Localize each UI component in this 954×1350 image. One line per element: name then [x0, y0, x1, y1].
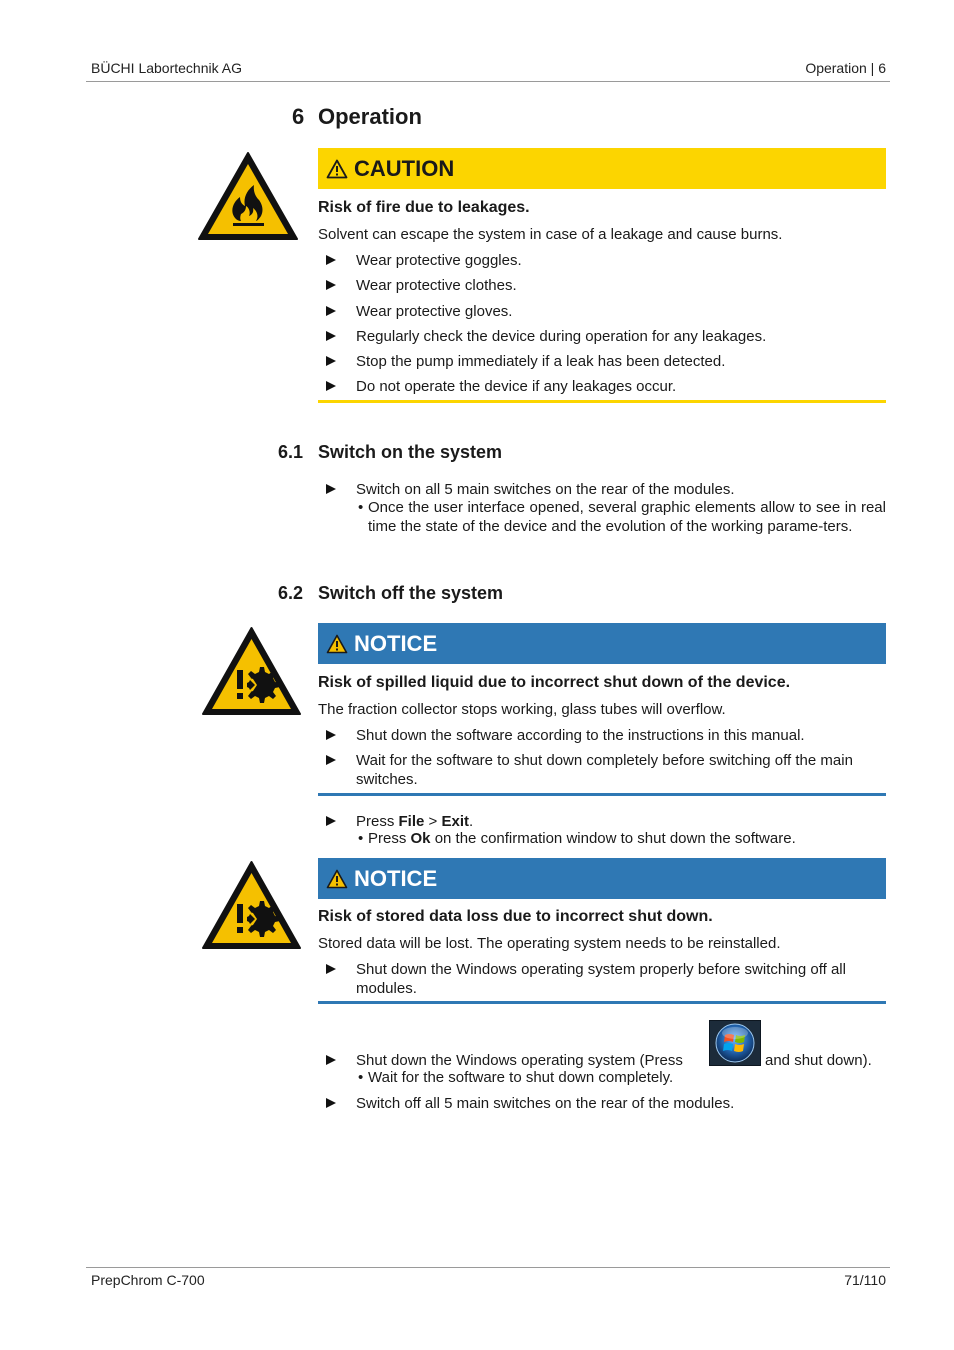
- notice-bottom-rule: [318, 793, 886, 796]
- list-item: Shut down the software according to the instructions in this manual.: [326, 726, 888, 745]
- chapter-title: Operation: [318, 104, 422, 129]
- play-arrow-icon: [326, 484, 336, 494]
- notice-label: NOTICE: [354, 630, 438, 656]
- caution-text: Solvent can escape the system in case of a leakage and cause burns.: [318, 226, 783, 243]
- menu-exit: Exit: [441, 813, 469, 830]
- step-subnote: • Wait for the software to shut down completely.: [358, 1069, 674, 1086]
- section-heading-6-1: 6.1 Switch on the system: [278, 442, 503, 462]
- play-arrow-icon: [326, 381, 336, 391]
- play-arrow-icon: [326, 356, 336, 366]
- caution-title: Risk of fire due to leakages.: [318, 199, 530, 216]
- caution-bottom-rule: [318, 400, 886, 403]
- notice-bottom-rule: [318, 1001, 886, 1004]
- flammable-warning-icon: [196, 150, 300, 242]
- step-item: Shut down the Windows operating system (Press: [326, 1051, 888, 1070]
- play-arrow-icon: [326, 306, 336, 316]
- windows-start-icon: [709, 1020, 761, 1066]
- play-arrow-icon: [326, 255, 336, 265]
- warning-triangle-icon: [326, 159, 348, 179]
- notice-label: NOTICE: [354, 865, 438, 891]
- list-item: Do not operate the device if any leakages occur.: [326, 377, 888, 396]
- play-arrow-icon: [326, 1098, 336, 1108]
- play-arrow-icon: [326, 280, 336, 290]
- warning-triangle-icon: [326, 634, 348, 654]
- footer-rule: [86, 1267, 890, 1268]
- property-damage-warning-icon: [200, 859, 303, 951]
- play-arrow-icon: [326, 964, 336, 974]
- notice-banner: [318, 858, 886, 899]
- button-ok: Ok: [410, 830, 431, 847]
- caution-banner: [318, 148, 886, 189]
- list-item: Shut down the Windows operating system properly before switching off all modules.: [326, 960, 888, 998]
- play-arrow-icon: [326, 755, 336, 765]
- footer-product: PrepChrom C-700: [91, 1272, 205, 1288]
- step-item: Switch off all 5 main switches on the rear of the modules.: [326, 1094, 888, 1113]
- chapter-heading: [292, 104, 422, 130]
- list-item: Wear protective goggles.: [326, 251, 888, 270]
- section-heading-6-2: 6.2 Switch off the system: [278, 583, 504, 603]
- step-item: Switch on all 5 main switches on the rear of the modules.: [326, 480, 888, 499]
- chapter-number: 6: [292, 104, 305, 129]
- step-subnote: • Once the user interface opened, several graphic elements allow to see in real time the state of the device and the evolution of the working parame-ters.: [358, 499, 886, 535]
- step-item-continuation: and shut down).: [765, 1052, 872, 1069]
- play-arrow-icon: [326, 331, 336, 341]
- list-item: Wear protective clothes.: [326, 276, 888, 295]
- play-arrow-icon: [326, 816, 336, 826]
- play-arrow-icon: [326, 1055, 336, 1065]
- header-chapter: Operation | 6: [805, 60, 886, 76]
- list-item: Wait for the software to shut down completely before switching off the main switches.: [326, 751, 888, 789]
- list-item: Stop the pump immediately if a leak has been detected.: [326, 352, 888, 371]
- step-subnote: • Press Ok on the confirmation window to shut down the software.: [358, 830, 796, 847]
- list-item: Wear protective gloves.: [326, 302, 888, 321]
- menu-file: File: [398, 813, 425, 830]
- notice-title: Risk of spilled liquid due to incorrect shut down of the device.: [318, 674, 791, 691]
- play-arrow-icon: [326, 730, 336, 740]
- notice-title: Risk of stored data loss due to incorrect shut down.: [318, 908, 713, 925]
- caution-label: CAUTION: [354, 155, 455, 181]
- notice-banner: [318, 623, 886, 664]
- header-company: BÜCHI Labortechnik AG: [91, 60, 242, 76]
- footer-page-number: 71/110: [844, 1272, 886, 1288]
- property-damage-warning-icon: [200, 625, 303, 717]
- notice-text: Stored data will be lost. The operating system needs to be reinstalled.: [318, 935, 781, 952]
- warning-triangle-icon: [326, 869, 348, 889]
- notice-text: The fraction collector stops working, glass tubes will overflow.: [318, 701, 726, 718]
- list-item: Regularly check the device during operation for any leakages.: [326, 327, 888, 346]
- step-item: Press File > Exit.: [326, 812, 888, 831]
- header-rule: [86, 81, 890, 82]
